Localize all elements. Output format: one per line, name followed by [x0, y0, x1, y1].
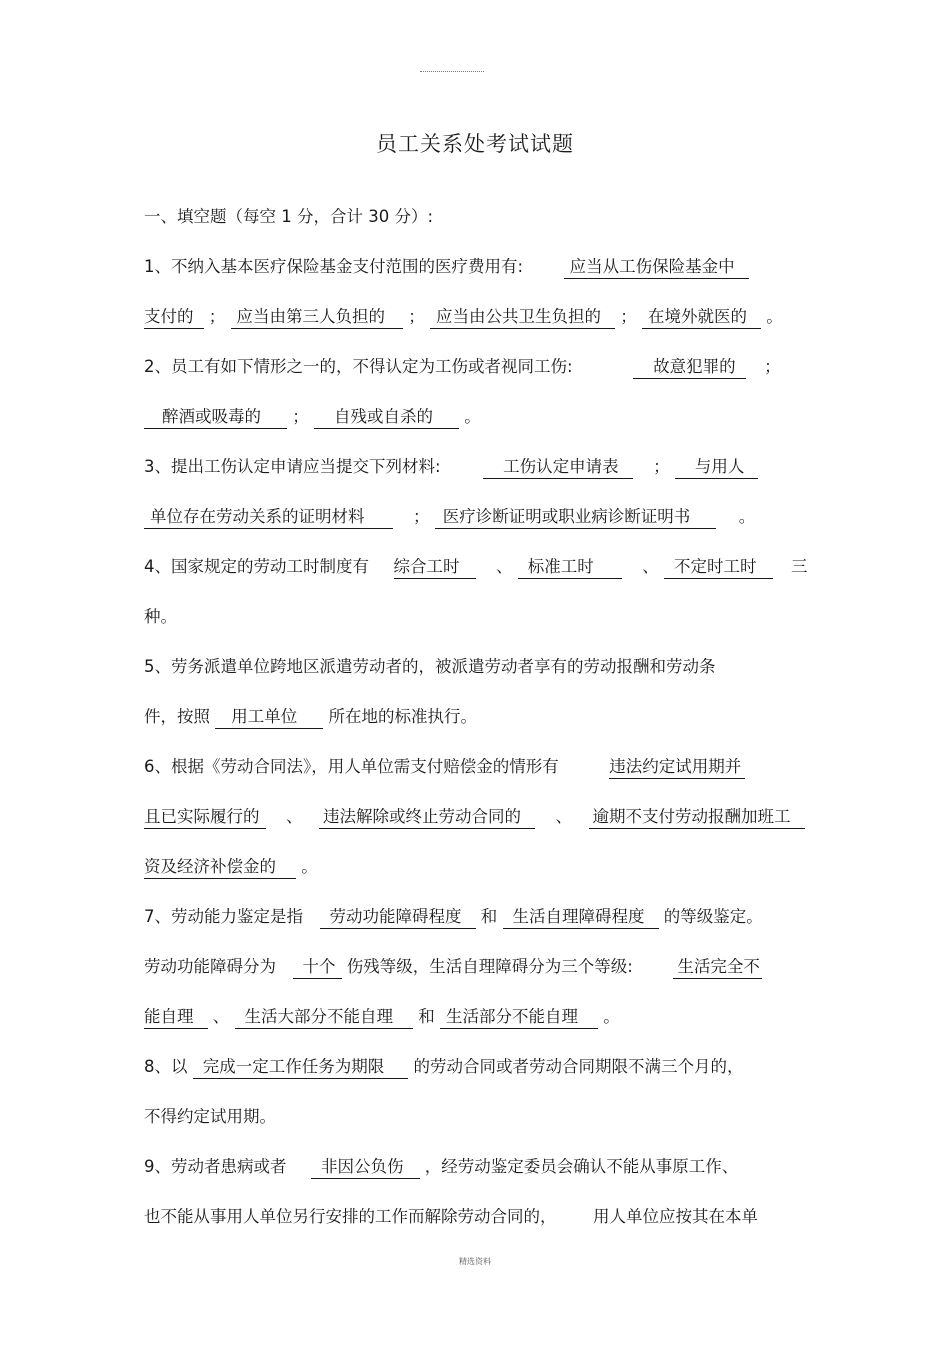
- question-7-text: 7、劳动能力鉴定是指: [144, 907, 303, 926]
- answer-8-1: 完成一定工作任务为期限: [193, 1056, 409, 1079]
- question-6-text: 6、根据《劳动合同法》，用人单位需支付赔偿金的情形有: [144, 757, 559, 776]
- question-3-line-1: [144, 454, 758, 480]
- question-9-text: 9、劳动者患病或者: [144, 1157, 287, 1176]
- question-7-line-1: [144, 904, 763, 930]
- answer-1-2: 应当由第三人负担的: [231, 306, 404, 329]
- separator: ；: [208, 307, 226, 326]
- answer-2-1: 故意犯罪的: [633, 356, 746, 379]
- question-5-post: 所在地的标准执行。: [328, 707, 477, 726]
- separator: ；: [413, 507, 430, 526]
- question-3-text: 3、提出工伤认定申请应当提交下列材料:: [144, 457, 441, 476]
- period: 。: [464, 407, 481, 426]
- period: 。: [301, 857, 318, 876]
- question-2-line-1: [144, 354, 781, 380]
- answer-7-3: 十个: [293, 956, 342, 979]
- question-5-line-1: 5、劳务派遣单位跨地区派遣劳动者的，被派遣劳动者享有的劳动报酬和劳动条: [144, 657, 716, 676]
- question-6-line-1: [144, 754, 745, 780]
- period: 。: [603, 1007, 620, 1026]
- answer-3-1: 工伤认定申请表: [483, 456, 633, 479]
- question-8-text: 8、以: [144, 1057, 188, 1076]
- separator: 、: [642, 557, 659, 576]
- answer-7-6: 生活部分不能自理: [440, 1006, 598, 1029]
- period: 。: [766, 307, 783, 326]
- answer-1-3: 应当由公共卫生负担的: [430, 306, 615, 329]
- answer-7-2: 生活自理障碍程度: [503, 906, 659, 929]
- question-9-line-1: [144, 1154, 738, 1180]
- answer-4-2: 标准工时: [518, 556, 622, 579]
- question-7-and-2: 和: [418, 1007, 435, 1026]
- question-4-line-1: [144, 554, 808, 580]
- question-8-line-1: [144, 1054, 744, 1080]
- question-7-mid: 伤残等级，生活自理障碍分为三个等级:: [346, 957, 633, 976]
- answer-3-2a: 与用人: [675, 456, 759, 479]
- question-4-text: 4、国家规定的劳动工时制度有: [144, 557, 369, 576]
- question-9-line2: 也不能从事用人单位另行安排的工作而解除劳动合同的，: [144, 1207, 557, 1226]
- answer-3-2b: 单位存在劳动关系的证明材料: [144, 506, 393, 529]
- answer-4-1: 综合工时: [394, 556, 476, 579]
- answer-7-4b: 能自理: [144, 1006, 208, 1029]
- question-2-line-2: [144, 404, 481, 430]
- answer-7-5: 生活大部分不能自理: [235, 1006, 414, 1029]
- answer-6-1a: 违法约定试用期并: [609, 756, 745, 779]
- question-4-tail: 三: [791, 557, 808, 576]
- separator: ；: [408, 307, 425, 326]
- question-8-post: 的劳动合同或者劳动合同期限不满三个月的，: [413, 1057, 744, 1076]
- answer-6-1b: 且已实际履行的: [144, 806, 266, 829]
- question-1-text: 1、不纳入基本医疗保险基金支付范围的医疗费用有:: [144, 257, 524, 276]
- question-1-line-2: [144, 304, 783, 330]
- section-heading: 一、填空题（每空 1 分，合计 30 分）:: [144, 207, 434, 226]
- page-footer: 精选资料: [459, 1257, 491, 1266]
- answer-7-1: 劳动功能障碍程度: [320, 906, 476, 929]
- question-6-line-3: [144, 854, 318, 880]
- separator: ；: [653, 457, 670, 476]
- question-7-and: 和: [480, 907, 498, 926]
- question-6-line-2: [144, 804, 805, 830]
- question-3-line-2: [144, 504, 755, 530]
- answer-3-3: 医疗诊断证明或职业病诊断证明书: [435, 506, 717, 529]
- answer-6-3a: 逾期不支付劳动报酬加班工: [589, 806, 805, 829]
- separator: 、: [555, 807, 572, 826]
- period: 。: [738, 507, 756, 526]
- answer-9-1: 非因公负伤: [311, 1156, 420, 1179]
- question-9-line2b: 用人单位应按其在本单: [593, 1207, 758, 1226]
- answer-4-3: 不定时工时: [664, 556, 773, 579]
- answer-2-3: 自残或自杀的: [314, 406, 459, 429]
- separator: ；: [764, 357, 781, 376]
- page-title: 员工关系处考试试题: [376, 132, 574, 156]
- answer-6-3b: 资及经济补偿金的: [144, 856, 296, 879]
- separator: 、: [212, 1007, 230, 1026]
- question-5-pre: 件，按照: [144, 707, 210, 726]
- answer-6-2: 违法解除或终止劳动合同的: [319, 806, 535, 829]
- header-rule: [420, 71, 484, 72]
- question-2-text: 2、员工有如下情形之一的，不得认定为工伤或者视同工伤:: [144, 357, 573, 376]
- question-4-line-2: 种。: [144, 607, 177, 626]
- question-9-line-2: [144, 1204, 758, 1230]
- question-5-line-2: [144, 704, 477, 730]
- question-7-post: 的等级鉴定。: [663, 907, 763, 926]
- separator: 、: [286, 807, 303, 826]
- question-8-line-2: 不得约定试用期。: [144, 1107, 276, 1126]
- separator: ；: [620, 307, 637, 326]
- question-7-line2: 劳动功能障碍分为: [144, 957, 276, 976]
- question-7-line-3: [144, 1004, 620, 1030]
- answer-1-1a: 应当从工伤保险基金中: [564, 256, 749, 279]
- answer-1-1b: 支付的: [144, 306, 204, 329]
- question-9-post: ，经劳动鉴定委员会确认不能从事原工作、: [424, 1157, 739, 1176]
- question-1-line-1: [144, 254, 749, 280]
- answer-7-4a: 生活完全不: [673, 956, 762, 979]
- separator: ；: [292, 407, 309, 426]
- answer-2-2: 醉酒或吸毒的: [144, 406, 287, 429]
- separator: 、: [496, 557, 513, 576]
- question-7-line-2: [144, 954, 762, 980]
- answer-1-4: 在境外就医的: [642, 306, 761, 329]
- answer-5-1: 用工单位: [215, 706, 323, 729]
